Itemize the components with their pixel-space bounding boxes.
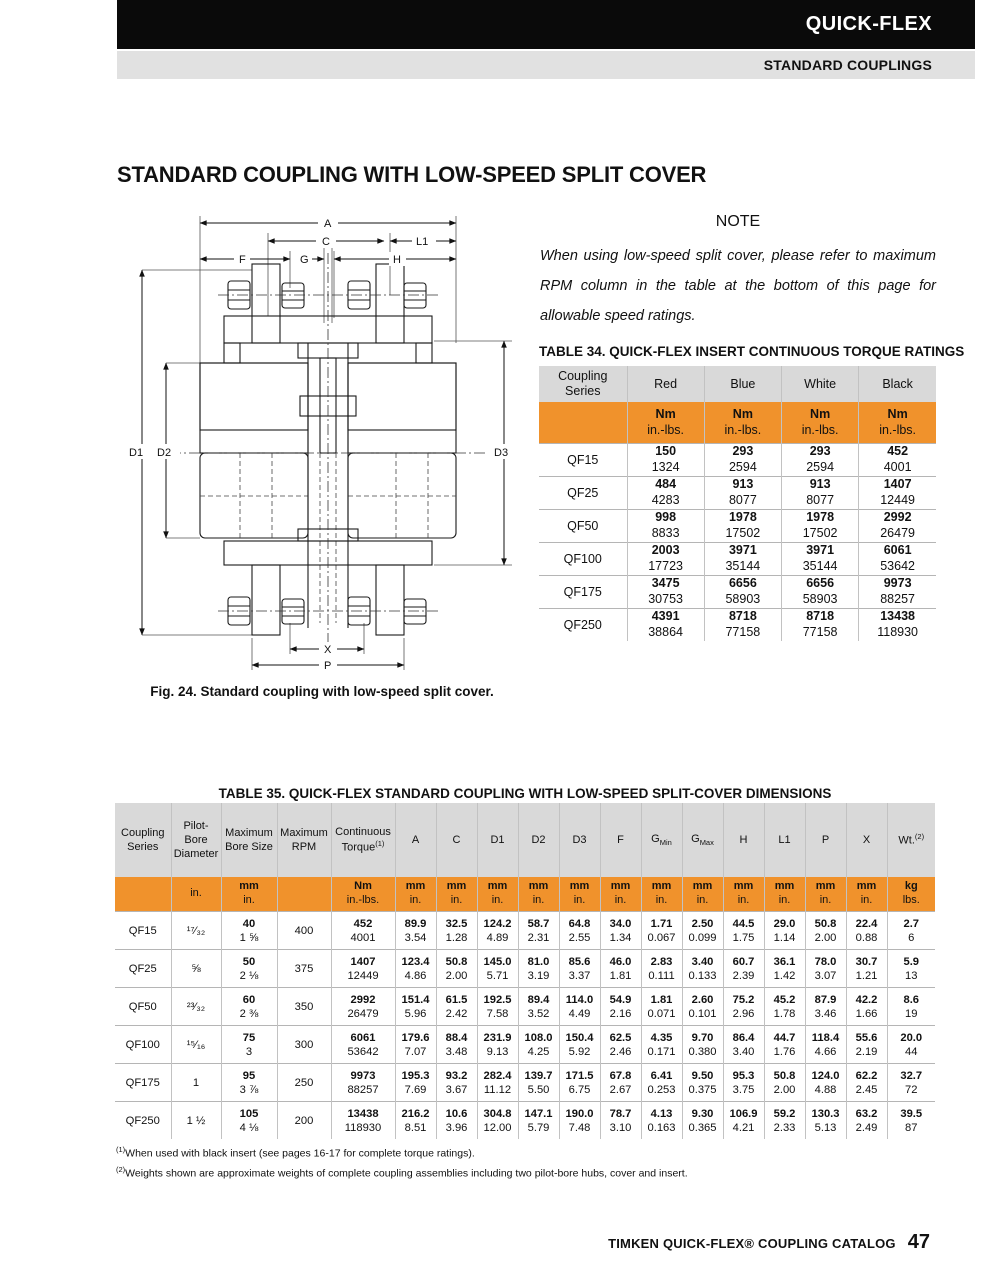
dimension-value-cell: 9.70 0.380 (682, 1026, 723, 1064)
table35-units-row (115, 877, 935, 912)
table35-unit-cell: mm in. (805, 877, 846, 912)
footnote-1-text: When used with black insert (see pages 16-17 for complete torque ratings). (125, 1147, 475, 1160)
dimension-value-cell: ¹⁷⁄₃₂ (171, 912, 221, 950)
section-bar (117, 51, 975, 79)
dimension-value-cell: 87.9 3.46 (805, 988, 846, 1026)
torque-value-cell: 1978 17502 (704, 510, 781, 543)
table34-container (539, 366, 936, 641)
footnote-1 (116, 1142, 688, 1162)
torque-value-cell: 293 2594 (704, 444, 781, 477)
torque-value-cell: 913 8077 (782, 477, 859, 510)
table35-unit-cell: mm in. (477, 877, 518, 912)
dimension-value-cell: 192.5 7.58 (477, 988, 518, 1026)
table35-header-row (115, 803, 935, 877)
dimension-value-cell: 50.8 2.00 (436, 950, 477, 988)
dimension-value-cell: 22.4 0.88 (846, 912, 887, 950)
dimension-column-header: Coupling Series (115, 803, 171, 877)
dimension-value-cell: ⅝ (171, 950, 221, 988)
torque-row (539, 510, 936, 543)
dimension-value-cell: 190.0 7.48 (559, 1102, 600, 1140)
dimension-value-cell: 78.7 3.10 (600, 1102, 641, 1140)
table34-title: TABLE 34. QUICK-FLEX INSERT CONTINUOUS TORQUE RATINGS (539, 344, 965, 359)
dim-label-d2: D2 (157, 447, 172, 459)
dimension-value-cell: 400 (277, 912, 331, 950)
dimension-value-cell: 2992 26479 (331, 988, 395, 1026)
table35-unit-cell (277, 877, 331, 912)
dimension-value-cell: 200 (277, 1102, 331, 1140)
torque-value-cell: 4391 38864 (627, 609, 704, 642)
dim-label-l1: L1 (416, 236, 429, 248)
dimension-value-cell: 300 (277, 1026, 331, 1064)
torque-row (539, 543, 936, 576)
dimension-column-header: D2 (518, 803, 559, 877)
dimension-value-cell: 32.5 1.28 (436, 912, 477, 950)
dimension-value-cell: 151.4 5.96 (395, 988, 436, 1026)
table35-unit-cell: mm in. (518, 877, 559, 912)
dimensions-table (115, 803, 935, 1139)
dimension-value-cell: 62.5 2.46 (600, 1026, 641, 1064)
table34-units-blank (539, 402, 627, 444)
dimension-column-header: D3 (559, 803, 600, 877)
dimension-value-cell: 9973 88257 (331, 1064, 395, 1102)
torque-value-cell: 3971 35144 (704, 543, 781, 576)
insert-color-header: Blue (704, 366, 781, 402)
dimension-column-header: Pilot-Bore Diameter (171, 803, 221, 877)
table35-unit-cell: in. (171, 877, 221, 912)
footer-catalog-title: TIMKEN QUICK-FLEX® COUPLING CATALOG (608, 1236, 896, 1251)
table35-title: TABLE 35. QUICK-FLEX STANDARD COUPLING WITH LOW-SPEED SPLIT-COVER DIMENSIONS (218, 786, 832, 801)
dimension-column-header: C (436, 803, 477, 877)
dimension-value-cell: 13438 118930 (331, 1102, 395, 1140)
dimension-value-cell: 1.71 0.067 (641, 912, 682, 950)
dimension-value-cell: 123.4 4.86 (395, 950, 436, 988)
dimension-value-cell: 93.2 3.67 (436, 1064, 477, 1102)
dimension-value-cell: 250 (277, 1064, 331, 1102)
dimension-value-cell: 32.7 72 (887, 1064, 935, 1102)
dimension-value-cell: 10.6 3.96 (436, 1102, 477, 1140)
dimension-column-header: P (805, 803, 846, 877)
dimension-value-cell: 75 3 (221, 1026, 277, 1064)
table35-unit-cell: mm in. (600, 877, 641, 912)
series-cell: QF250 (115, 1102, 171, 1140)
table34-unit-cell: Nm in.-lbs. (782, 402, 859, 444)
torque-value-cell: 2003 17723 (627, 543, 704, 576)
dim-label-x: X (324, 644, 332, 656)
table34-unit-cell: Nm in.-lbs. (859, 402, 936, 444)
dimension-value-cell: 40 1 ⅝ (221, 912, 277, 950)
dimension-value-cell: 1 ½ (171, 1102, 221, 1140)
page-footer (608, 1231, 930, 1254)
dimension-value-cell: 95 3 ⅞ (221, 1064, 277, 1102)
dimension-value-cell: 8.6 19 (887, 988, 935, 1026)
table35-unit-cell: mm in. (559, 877, 600, 912)
footer-page-number: 47 (907, 1231, 930, 1253)
dimension-value-cell: 44.7 1.76 (764, 1026, 805, 1064)
dimension-value-cell: 118.4 4.66 (805, 1026, 846, 1064)
dimension-value-cell: 282.4 11.12 (477, 1064, 518, 1102)
dimension-column-header: D1 (477, 803, 518, 877)
torque-value-cell: 6656 58903 (704, 576, 781, 609)
dimension-column-header: A (395, 803, 436, 877)
dimension-value-cell: 58.7 2.31 (518, 912, 559, 950)
table35-unit-cell: mm in. (221, 877, 277, 912)
dimension-value-cell: 88.4 3.48 (436, 1026, 477, 1064)
dimension-value-cell: 67.8 2.67 (600, 1064, 641, 1102)
dimension-value-cell: 46.0 1.81 (600, 950, 641, 988)
dimension-value-cell: 64.8 2.55 (559, 912, 600, 950)
dimension-value-cell: 85.6 3.37 (559, 950, 600, 988)
series-cell: QF15 (115, 912, 171, 950)
dimension-value-cell: 145.0 5.71 (477, 950, 518, 988)
dimension-value-cell: 50.8 2.00 (764, 1064, 805, 1102)
dimension-column-header: Maximum Bore Size (221, 803, 277, 877)
footnote-1-marker: (1) (116, 1145, 126, 1154)
dim-label-h: H (393, 254, 401, 266)
dimension-value-cell: 375 (277, 950, 331, 988)
torque-row (539, 444, 936, 477)
series-cell: QF100 (115, 1026, 171, 1064)
dimension-column-header: Continuous Torque$^{(1)}$ (331, 803, 395, 877)
dimension-row (115, 988, 935, 1026)
dimension-value-cell: 86.4 3.40 (723, 1026, 764, 1064)
dimension-value-cell: 108.0 4.25 (518, 1026, 559, 1064)
dimension-value-cell: 29.0 1.14 (764, 912, 805, 950)
dimension-column-header: $G_{Min}$ (641, 803, 682, 877)
brand-title: QUICK-FLEX (805, 13, 932, 35)
dimension-value-cell: 50.8 2.00 (805, 912, 846, 950)
dimension-value-cell: 61.5 2.42 (436, 988, 477, 1026)
torque-row (539, 609, 936, 642)
dimension-value-cell: 216.2 8.51 (395, 1102, 436, 1140)
torque-value-cell: 13438 118930 (859, 609, 936, 642)
torque-value-cell: 150 1324 (627, 444, 704, 477)
table35-unit-cell: kg lbs. (887, 877, 935, 912)
dim-label-a: A (324, 218, 332, 230)
dimension-value-cell: 9.50 0.375 (682, 1064, 723, 1102)
dim-label-f: F (239, 254, 246, 266)
torque-value-cell: 484 4283 (627, 477, 704, 510)
table35-unit-cell: mm in. (395, 877, 436, 912)
footnote-2 (116, 1162, 688, 1182)
torque-value-cell: 913 8077 (704, 477, 781, 510)
dimension-value-cell: 130.3 5.13 (805, 1102, 846, 1140)
series-cell: QF15 (539, 444, 627, 477)
dimension-value-cell: 2.83 0.111 (641, 950, 682, 988)
series-cell: QF25 (115, 950, 171, 988)
series-cell: QF250 (539, 609, 627, 642)
dimension-value-cell: 78.0 3.07 (805, 950, 846, 988)
table35-unit-cell (115, 877, 171, 912)
torque-value-cell: 293 2594 (782, 444, 859, 477)
dimension-value-cell: 350 (277, 988, 331, 1026)
dimension-lines (142, 223, 504, 665)
series-cell: QF175 (115, 1064, 171, 1102)
dimension-column-header: Maximum RPM (277, 803, 331, 877)
dim-label-d3: D3 (494, 447, 509, 459)
torque-value-cell: 6061 53642 (859, 543, 936, 576)
torque-value-cell: 8718 77158 (782, 609, 859, 642)
insert-color-header: Red (627, 366, 704, 402)
section-title: STANDARD COUPLINGS (763, 57, 932, 73)
dimension-value-cell: 55.6 2.19 (846, 1026, 887, 1064)
series-cell: QF175 (539, 576, 627, 609)
figure-caption: Fig. 24. Standard coupling with low-speed split cover. (150, 684, 494, 699)
table35-unit-cell: mm in. (723, 877, 764, 912)
dimension-value-cell: 36.1 1.42 (764, 950, 805, 988)
torque-value-cell: 3971 35144 (782, 543, 859, 576)
table35-container (115, 803, 935, 1139)
footnote-2-marker: (2) (116, 1164, 126, 1174)
dimension-value-cell: 60 2 ⅜ (221, 988, 277, 1026)
dimension-value-cell: 4.35 0.171 (641, 1026, 682, 1064)
dimension-value-cell: 5.9 13 (887, 950, 935, 988)
dimension-value-cell: 304.8 12.00 (477, 1102, 518, 1140)
dimension-value-cell: 39.5 87 (887, 1102, 935, 1140)
dimension-row (115, 950, 935, 988)
torque-ratings-table (539, 366, 936, 641)
dimension-value-cell: 63.2 2.49 (846, 1102, 887, 1140)
footnote-2-text: Weights shown are approximate weights of complete coupling assemblies including two pilot-bore hubs, cover and insert. (125, 1167, 688, 1179)
dimension-value-cell: 75.2 2.96 (723, 988, 764, 1026)
torque-value-cell: 6656 58903 (782, 576, 859, 609)
dimension-column-header: F (600, 803, 641, 877)
dimension-value-cell: 2.50 0.099 (682, 912, 723, 950)
dimension-row (115, 1026, 935, 1064)
dimension-value-cell: 45.2 1.78 (764, 988, 805, 1026)
table35-unit-cell: mm in. (846, 877, 887, 912)
torque-value-cell: 2992 26479 (859, 510, 936, 543)
dimension-column-header: $G_{Max}$ (682, 803, 723, 877)
dim-label-p: P (324, 660, 332, 672)
dimension-value-cell: 106.9 4.21 (723, 1102, 764, 1140)
table35-unit-cell: mm in. (436, 877, 477, 912)
torque-value-cell: 998 8833 (627, 510, 704, 543)
torque-value-cell: 1978 17502 (782, 510, 859, 543)
dimension-value-cell: 9.30 0.365 (682, 1102, 723, 1140)
dimension-value-cell: 44.5 1.75 (723, 912, 764, 950)
torque-row (539, 576, 936, 609)
page-title: STANDARD COUPLING WITH LOW-SPEED SPLIT COVER (117, 161, 707, 187)
dimension-value-cell: 2.60 0.101 (682, 988, 723, 1026)
dimension-value-cell: 1 (171, 1064, 221, 1102)
torque-value-cell: 8718 77158 (704, 609, 781, 642)
table34-corner-header: Coupling Series (539, 366, 627, 402)
dimension-value-cell: 4.13 0.163 (641, 1102, 682, 1140)
dimension-value-cell: 89.9 3.54 (395, 912, 436, 950)
table34-unit-cell: Nm in.-lbs. (704, 402, 781, 444)
dimension-value-cell: 452 4001 (331, 912, 395, 950)
table35-unit-cell: mm in. (682, 877, 723, 912)
note-text: When using low-speed split cover, please refer to maximum RPM column in the table at the bottom of this page for allowable speed ratings. (540, 248, 936, 324)
torque-value-cell: 3475 30753 (627, 576, 704, 609)
dimension-value-cell: 42.2 1.66 (846, 988, 887, 1026)
dimension-value-cell: 59.2 2.33 (764, 1102, 805, 1140)
dimension-value-cell: 1.81 0.071 (641, 988, 682, 1026)
table35-unit-cell: mm in. (641, 877, 682, 912)
dimension-value-cell: 3.40 0.133 (682, 950, 723, 988)
dimension-value-cell: 60.7 2.39 (723, 950, 764, 988)
dimension-value-cell: 124.0 4.88 (805, 1064, 846, 1102)
dimension-value-cell: 231.9 9.13 (477, 1026, 518, 1064)
table34-body (539, 366, 936, 641)
dimension-value-cell: 150.4 5.92 (559, 1026, 600, 1064)
dimension-value-cell: 6.41 0.253 (641, 1064, 682, 1102)
insert-color-header: White (782, 366, 859, 402)
torque-value-cell: 9973 88257 (859, 576, 936, 609)
dimension-value-cell: 50 2 ⅛ (221, 950, 277, 988)
dimension-value-cell: 171.5 6.75 (559, 1064, 600, 1102)
dimension-value-cell: 105 4 ⅛ (221, 1102, 277, 1140)
dimension-row (115, 1064, 935, 1102)
dimension-value-cell: ¹⁵⁄₁₆ (171, 1026, 221, 1064)
dimension-value-cell: 195.3 7.69 (395, 1064, 436, 1102)
table34-header-row (539, 366, 936, 402)
dimension-value-cell: 147.1 5.79 (518, 1102, 559, 1140)
series-cell: QF25 (539, 477, 627, 510)
series-cell: QF50 (539, 510, 627, 543)
torque-value-cell: 1407 12449 (859, 477, 936, 510)
dimension-value-cell: 34.0 1.34 (600, 912, 641, 950)
dimension-value-cell: 95.3 3.75 (723, 1064, 764, 1102)
table35-body (115, 803, 935, 1139)
table34-units-row (539, 402, 936, 444)
dimension-row (115, 1102, 935, 1140)
dim-label-d1: D1 (129, 447, 144, 459)
dimension-value-cell: 54.9 2.16 (600, 988, 641, 1026)
dimension-value-cell: 81.0 3.19 (518, 950, 559, 988)
dimension-value-cell: 89.4 3.52 (518, 988, 559, 1026)
dimension-column-header: H (723, 803, 764, 877)
series-cell: QF100 (539, 543, 627, 576)
dim-label-g: G (300, 254, 309, 266)
table34-unit-cell: Nm in.-lbs. (627, 402, 704, 444)
dim-label-c: C (322, 236, 330, 248)
dimension-labels (126, 216, 518, 672)
note-title: NOTE (715, 213, 761, 230)
insert-color-header: Black (859, 366, 936, 402)
header-bar (117, 0, 975, 49)
dimension-column-header: X (846, 803, 887, 877)
dimension-value-cell: 6061 53642 (331, 1026, 395, 1064)
table35-unit-cell: mm in. (764, 877, 805, 912)
dimension-value-cell: 124.2 4.89 (477, 912, 518, 950)
table35-unit-cell: Nm in.-lbs. (331, 877, 395, 912)
dimension-value-cell: 114.0 4.49 (559, 988, 600, 1026)
dimension-value-cell: 20.0 44 (887, 1026, 935, 1064)
torque-value-cell: 452 4001 (859, 444, 936, 477)
dimension-value-cell: 179.6 7.07 (395, 1026, 436, 1064)
dimension-value-cell: 62.2 2.45 (846, 1064, 887, 1102)
footnotes (116, 1142, 688, 1181)
dimension-value-cell: 139.7 5.50 (518, 1064, 559, 1102)
dimension-value-cell: 2.7 6 (887, 912, 935, 950)
dimension-value-cell: 1407 12449 (331, 950, 395, 988)
dimension-row (115, 912, 935, 950)
dimension-column-header: L1 (764, 803, 805, 877)
torque-row (539, 477, 936, 510)
dimension-value-cell: ²³⁄₃₂ (171, 988, 221, 1026)
series-cell: QF50 (115, 988, 171, 1026)
dimension-column-header: Wt.$^{(2)}$ (887, 803, 935, 877)
dimension-value-cell: 30.7 1.21 (846, 950, 887, 988)
coupling-cross-section-diagram (112, 198, 532, 680)
